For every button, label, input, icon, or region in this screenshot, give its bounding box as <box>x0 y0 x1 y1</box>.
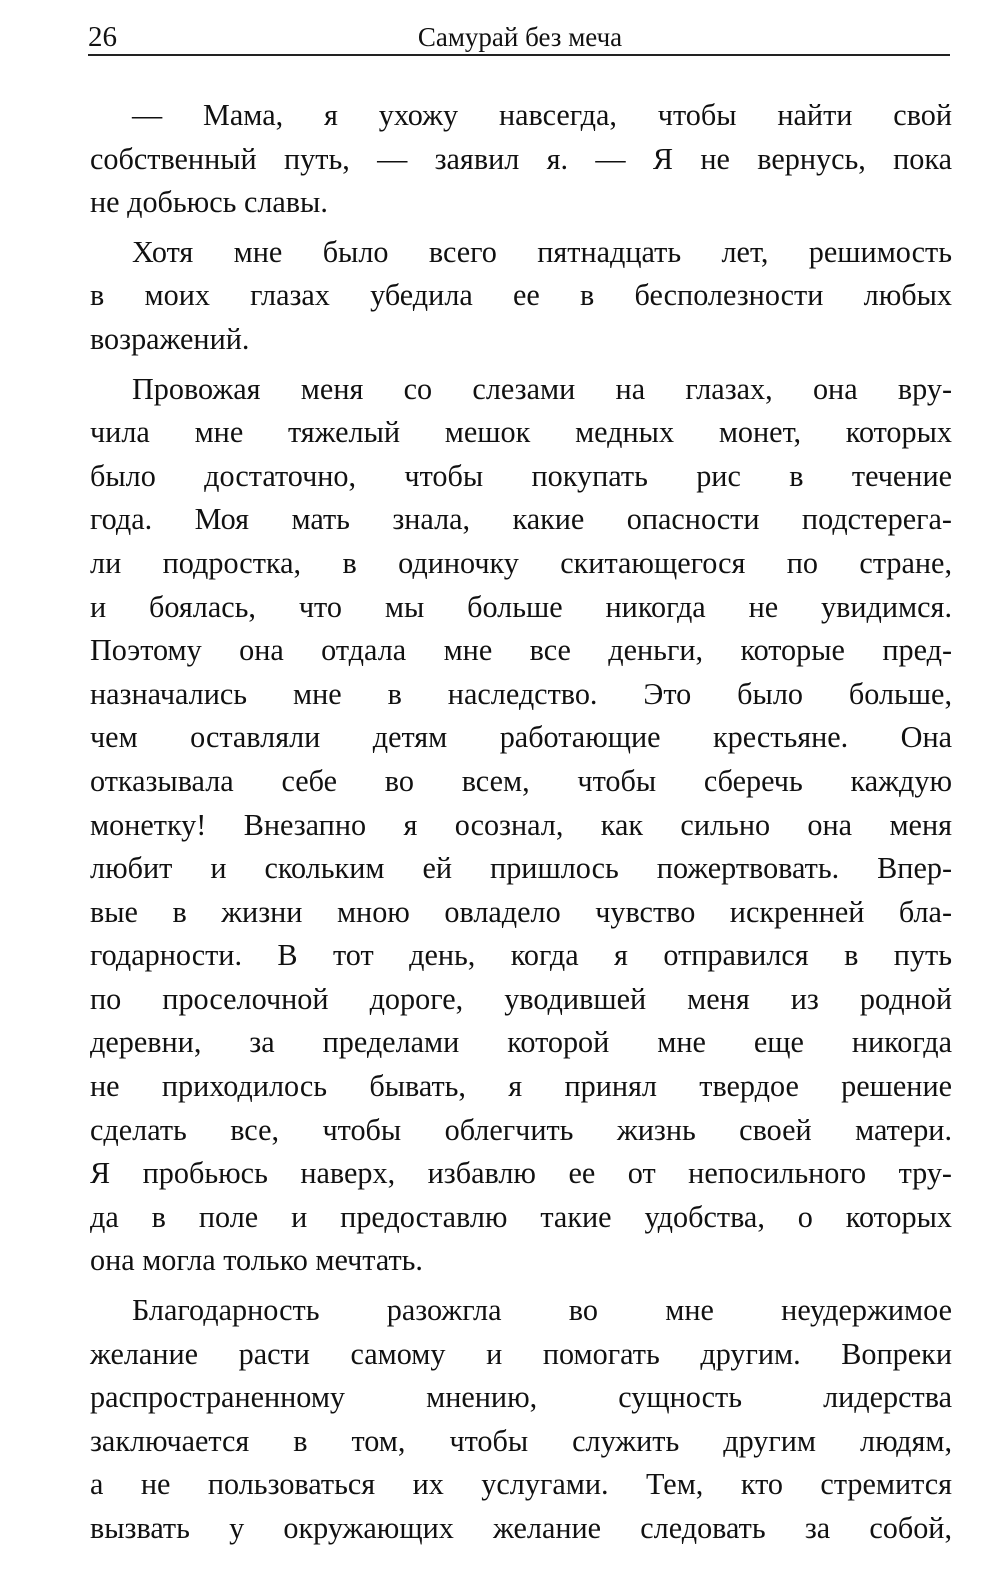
text-line: вызвать у окружающих желание следовать за собой, <box>90 1511 952 1545</box>
text-line: Провожая меня со слезами на глазах, она вру- <box>132 371 952 406</box>
text-line: вые в жизни мною овладело чувство искренней бла- <box>90 894 952 929</box>
text-line: и боялась, что мы больше никогда не увидимся. <box>90 589 952 624</box>
text-line: не добьюсь славы. <box>90 185 328 220</box>
paragraph <box>90 94 952 225</box>
text-line: было достаточно, чтобы покупать рис в течение <box>90 458 952 493</box>
text-line: не приходилось бывать, я принял твердое решение <box>90 1069 952 1104</box>
text-line: годарности. В тот день, когда я отправился в путь <box>90 938 952 973</box>
text-line: Я пробьюсь наверх, избавлю ее от непосильного тру- <box>90 1156 952 1191</box>
page-header <box>88 20 950 56</box>
text-line: а не пользоваться их услугами. Тем, кто стремится <box>90 1467 952 1502</box>
text-line: Хотя мне было всего пятнадцать лет, решимость <box>132 234 952 269</box>
body-text <box>90 94 952 1557</box>
text-line: по проселочной дороге, уводившей меня из родной <box>90 981 952 1016</box>
page-number: 26 <box>88 21 117 53</box>
text-line: чила мне тяжелый мешок медных монет, которых <box>90 415 952 450</box>
text-line: Благодарность разожгла во мне неудержимое <box>132 1293 952 1328</box>
text-line: Поэтому она отдала мне все деньги, которые пред- <box>90 633 952 668</box>
text-line: ли подростка, в одиночку скитающегося по стране, <box>90 545 952 580</box>
text-line: распространенному мнению, сущность лидерства <box>90 1380 952 1415</box>
text-line: чем оставляли детям работающие крестьяне. Она <box>90 720 952 755</box>
text-line: отказывала себе во всем, чтобы сберечь каждую <box>90 763 952 798</box>
text-line: сделать все, чтобы облегчить жизнь своей матери. <box>90 1112 952 1147</box>
text-line: возражений. <box>90 321 250 356</box>
text-line: монетку! Внезапно я осознал, как сильно она меня <box>90 807 952 842</box>
paragraph <box>90 1289 952 1551</box>
text-line: года. Моя мать знала, какие опасности подстерега- <box>90 502 952 537</box>
running-title: Самурай без меча <box>417 22 623 52</box>
text-line: да в поле и предоставлю такие удобства, о которых <box>90 1199 952 1234</box>
paragraph <box>90 231 952 362</box>
text-line: деревни, за пределами которой мне еще никогда <box>90 1025 952 1060</box>
text-line: — Мама, я ухожу навсегда, чтобы найти свой <box>132 98 952 132</box>
text-line: собственный путь, — заявил я. — Я не вернусь, пока <box>90 141 952 176</box>
text-line: назначались мне в наследство. Это было больше, <box>90 676 952 711</box>
text-line: в моих глазах убедила ее в бесполезности любых <box>90 278 952 313</box>
text-line: заключается в том, чтобы служить другим людям, <box>90 1423 952 1458</box>
text-line: любит и скольким ей пришлось пожертвовать. Впер- <box>90 851 952 886</box>
paragraph <box>90 368 952 1283</box>
text-line: желание расти самому и помогать другим. Вопреки <box>90 1336 952 1371</box>
text-line: она могла только мечтать. <box>90 1243 423 1278</box>
